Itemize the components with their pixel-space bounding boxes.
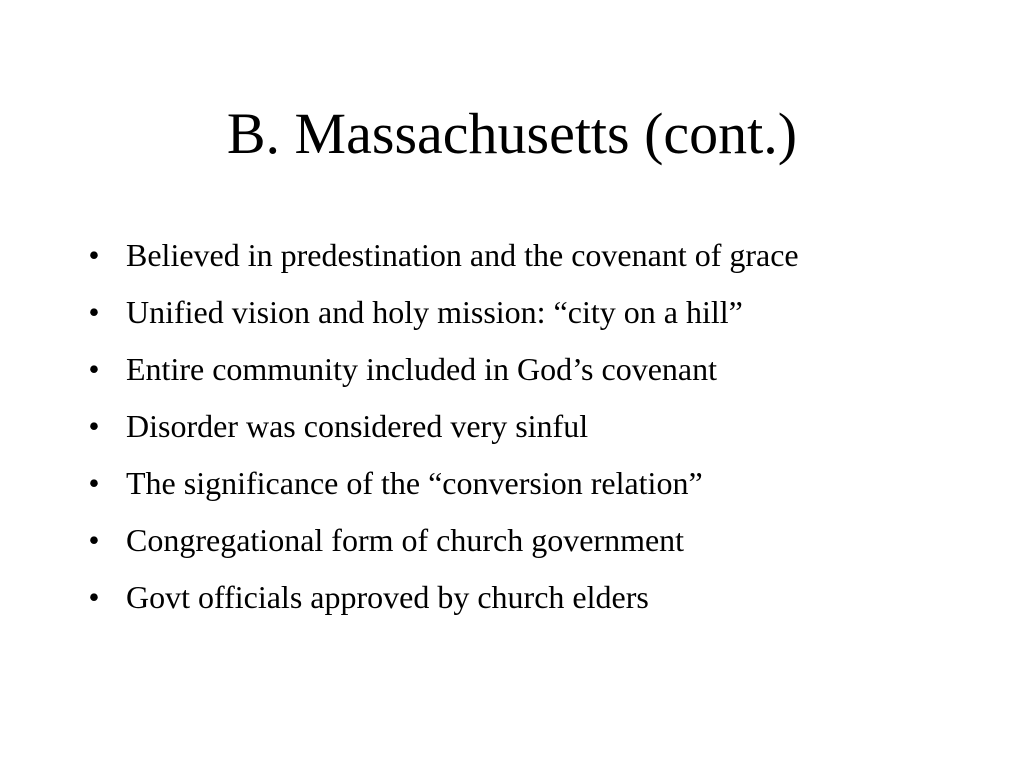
- bullet-icon: •: [88, 237, 100, 273]
- bullet-icon: •: [88, 408, 100, 444]
- bullet-icon: •: [88, 294, 100, 330]
- bullet-text: Disorder was considered very sinful: [126, 408, 589, 444]
- bullet-item: [84, 460, 884, 507]
- bullet-item: [84, 346, 884, 393]
- bullet-text: Congregational form of church government: [126, 522, 685, 558]
- bullet-text: The significance of the “conversion relation”: [126, 465, 703, 501]
- bullet-item: [84, 232, 884, 279]
- bullet-text: Believed in predestination and the covenant of grace: [126, 237, 799, 273]
- slide-title: B. Massachusetts (cont.): [226, 101, 798, 166]
- bullet-icon: •: [88, 522, 100, 558]
- bullet-icon: •: [88, 465, 100, 501]
- bullet-item: [84, 289, 884, 336]
- bullet-item: [84, 403, 884, 450]
- bullet-icon: •: [88, 579, 100, 615]
- bullet-icon: •: [88, 351, 100, 387]
- bullet-list: [84, 232, 884, 631]
- bullet-text: Unified vision and holy mission: “city on a hill”: [126, 294, 743, 330]
- bullet-item: [84, 517, 884, 564]
- bullet-item: [84, 574, 884, 621]
- bullet-text: Govt officials approved by church elders: [126, 579, 649, 615]
- bullet-text: Entire community included in God’s covenant: [126, 351, 717, 387]
